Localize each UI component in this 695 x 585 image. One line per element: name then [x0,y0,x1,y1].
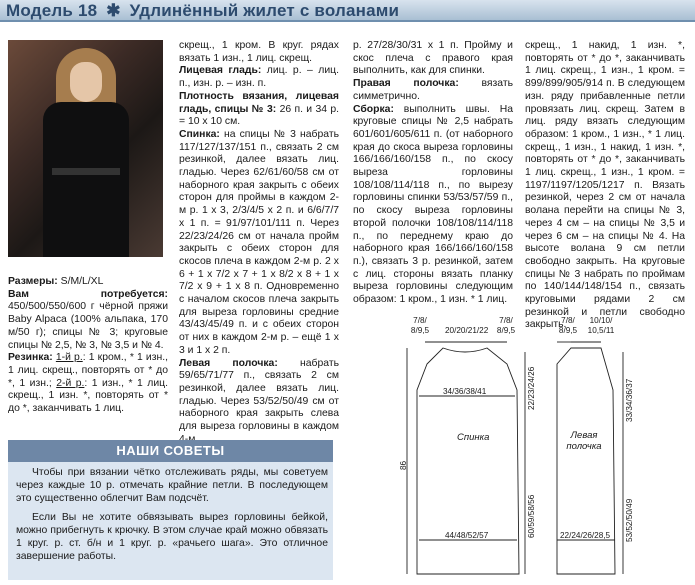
col3-intro: р. 27/28/30/31 х 1 п. Пройму и скос плеча с правого края выполнить, как для спинки. [353,40,513,77]
label-body-height: 60/59/58/56 [527,494,536,538]
rib-row2-link[interactable]: 2-й р. [56,377,85,389]
label-front-top-left: 7/8/ 8/9,5 [558,316,578,335]
column-3 [353,40,513,307]
photo-belt [52,168,120,175]
pattern-diagram [345,312,690,580]
rib-row1-link[interactable]: 1-й р. [55,352,83,364]
tip-1: Чтобы при вязании чётко отслеживать ряды, мы советуем через каждые 10 р. отмечать крайние петли. В последующем это существенно облегчит Вам подсчёт. [16,467,328,504]
tips-text [16,467,328,564]
label-front-body-height: 53/52/50/49 [625,498,634,542]
label-armhole-height: 22/23/24/26 [527,366,536,410]
label-total-height: 86 [399,460,408,470]
right-front-instructions: Правая полочка: вязать симметрично. [353,78,513,102]
tips-body [8,462,333,580]
col2-intro: скрещ., 1 кром. В круг. рядах вязать 1 изн., 1 лиц. скрещ. [179,40,339,64]
column-4 [525,40,685,332]
density: Плотность вязания, лицевая гладь, спицы № 3: 26 п. и 34 р. = 10 х 10 см. [179,90,339,128]
tips-box [8,440,333,580]
column-1 [8,276,168,416]
label-top-right: 7/8/ 8/9,5 [496,316,516,335]
label-front: Левая полочка [566,430,602,452]
materials-line: Вам потребуется: 450/500/550/600 г чёрной пряжи Baby Alpaca (100% альпака, 170 м/50 г); спицы № 3; круговые спицы № 2,5, № 3, № 3,5 и № 4. [8,288,168,351]
tip-2: Если Вы не хотите обвязывать вырез горловины бейкой, можно прибегнуть к крючку. В этом случае край можно обвязать 1 круг. р. ст. б/н и 1 круг. р. «рачьего шага». Это отличное завершение работы. [16,512,328,562]
tips-header [8,440,333,462]
star-icon: ✱ [106,1,121,20]
tips-title: НАШИ СОВЕТЫ [116,443,225,458]
label-top-left: 7/8/ 8/9,5 [410,316,430,335]
label-top-mid: 20/20/21/22 [445,326,489,335]
diagram-drawing [345,312,690,580]
page-title [6,1,399,21]
page-header [0,0,695,24]
model-photo [8,40,163,257]
model-number: Модель 18 [6,1,98,20]
column-2 [179,40,339,447]
label-bottom-width: 44/48/52/57 [445,531,489,540]
assembly-instructions: Сборка: выполнить швы. На круговые спицы № 2,5 набрать 601/601/605/611 п. (от наборного края до скоса выреза горловины 166/166/160/158 п., по скосу выреза горловины 108/108/114/118 п., по вырезу горловины спинки 53/53/57/59 п., по скосу выреза горловины второй полочки 108/108/114/118 п., по переднему краю до наборного края 166/166/160/158 п.), связать 3 р. резинкой, затем с лиц. стороны вязать планку выреза горловины следующим образом: 1 кром., 1 изн. * 1 лиц. [353,103,513,306]
model-title: Удлинённый жилет с воланами [129,1,400,20]
col4-text: скрещ., 1 накид, 1 изн. *, повторять от * до *, заканчивать 1 лиц. скрещ., 1 изн., 1 кром. = 899/899/905/914 п. В следующем изн. ряду прибавленные петли провязать лиц. скрещ. Затем в лиц. ряду вязать следующим образом: 1 кром., 1 изн., * 1 лиц. скрещ., 1 изн., 1 накид, 1 изн. *, повторять от * до *, заканчивать 1 лиц. скрещ., 1 изн., 1 кром. = 1197/1197/1205/1217 п. Вязать резинкой, через 2 см от начала волана перейти на спицы № 3, через 4 см – на спицы № 3,5 и через 6 см – на спицы № 4. На высоте волана 9 см петли свободно закрыть. На круговые спицы № 3 набрать по проймам по 140/144/148/154 п., связать круговыми рядами 2 см резинкой и петли свободно закрыть. [525,40,685,331]
label-armhole-width: 34/36/38/41 [443,387,487,396]
photo-vest [43,102,129,257]
label-front-top-right: 10/10/ 10,5/11 [587,316,615,335]
sizes-line: Размеры: S/M/L/XL [8,276,104,287]
photo-face [70,62,102,102]
rib-line: Резинка: 1-й р.: 1 кром., * 1 изн., 1 лиц. скрещ., повторять от * до *, 1 изн.; 2-й р.: 1 изн., * 1 лиц. скрещ., 1 изн. *, повторять от * до *, заканчивать 1 лиц. [8,352,168,415]
label-back: Спинка [457,432,490,443]
back-instructions: Спинка: на спицы № 3 набрать 117/127/137/151 п., связать 2 см резинкой, далее вязать лиц. гладью. Через 62/61/60/58 см от наборного края закрыть с обеих сторон для проймы в каждом 2-м р. 1 х 3, 2/3/4/5 х 2 п. и 6/6/7/7 х 1 п. = 91/97/101/111 п. Через 22/23/24/26 см от начала пройм закрыть с обеих сторон для скосов плеча в каждом 2-м р. 2 х 6 + 1 х 7/2 х 7 + 1 х 8/2 х 8 + 1 х 7/2 х 9 + 1 х 8 п. Одновременно с началом скосов плеча закрыть для выреза горловины средние 43/43/45/49 п. и с обеих сторон от них в каждом 2-м р. – ещё 1 х 3 и 1 х 2 п. [179,128,339,356]
face-stitch: Лицевая гладь: лиц. р. – лиц. п., изн. р. – изн. п. [179,65,339,90]
label-front-neck-height: 33/34/36/37 [625,378,634,422]
label-front-bottom-width: 22/24/26/28,5 [560,531,611,540]
left-front-instructions: Левая полочка: набрать 59/65/71/77 п., связать 2 см резинкой, далее вязать лиц. гладью. Через 53/52/50/49 см от наборного края закрыть слева для выреза горловины в каждом [179,357,340,433]
